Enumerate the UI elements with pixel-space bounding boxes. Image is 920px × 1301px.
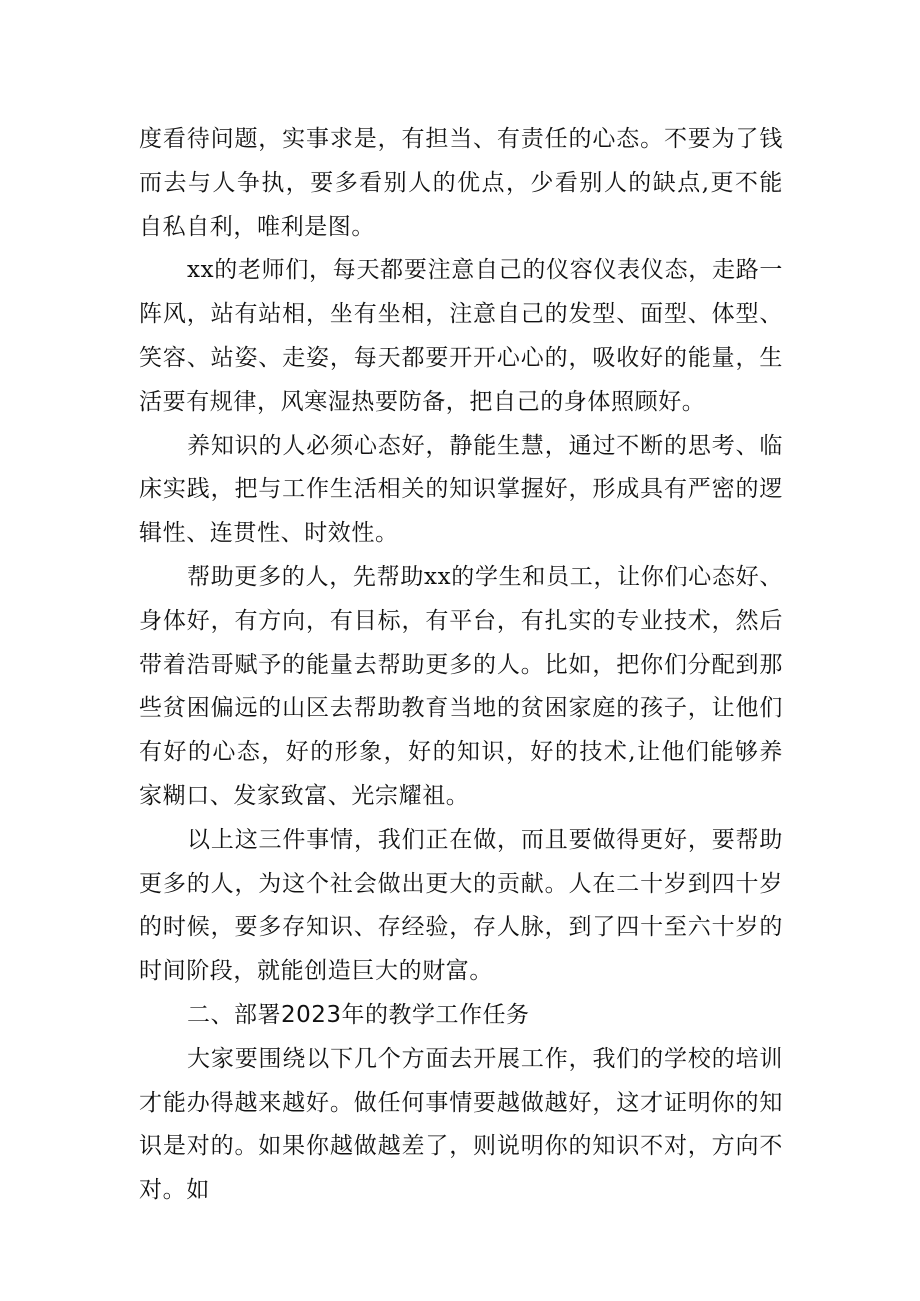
paragraph-help-others: 帮助更多的人，先帮助xx的学生和员工，让你们心态好、身体好，有方向，有目标，有平台，有扎实的专业技术，然后带着浩哥赋予的能量去帮助更多的人。比如，把你们分配到那些贫困偏远的山区去帮助教育当地的贫困家庭的孩子，让他们有好的心态，好的形象，好的知识，好的技术,让他们能够养家糊口、发家致富、光宗耀祖。 [139, 563, 783, 809]
paragraph-knowledge: 养知识的人必须心态好，静能生慧，通过不断的思考、临床实践，把与工作生活相关的知识掌握好，形成具有严密的逻辑性、连贯性、时效性。 [139, 432, 783, 547]
section-heading: 二、部署2023年的教学工作任务 [187, 1001, 530, 1028]
paragraph-three-things: 以上这三件事情，我们正在做，而且要做得更好，要帮助更多的人，为这个社会做出更大的贡献。人在二十岁到四十岁的时候，要多存知识、存经验，存人脉，到了四十至六十岁的时间阶段，就能创造巨大的财富。 [139, 826, 783, 985]
document-body [139, 118, 783, 1213]
paragraph-work-directions: 大家要围绕以下几个方面去开展工作，我们的学校的培训才能办得越来越好。做任何事情要越做越好，这才证明你的知识是对的。如果你越做越差了，则说明你的知识不对，方向不对。如 [139, 1045, 783, 1204]
paragraph-continued: 度看待问题，实事求是，有担当、有责任的心态。不要为了钱而去与人争执，要多看别人的优点，少看别人的缺点,更不能自私自利，唯利是图。 [139, 126, 783, 240]
paragraph-teachers-appearance: xx的老师们，每天都要注意自己的仪容仪表仪态，走路一阵风，站有站相，坐有坐相，注意自己的发型、面型、体型、笑容、站姿、走姿，每天都要开开心心的，吸收好的能量，生活要有规律，风寒湿热要防备，把自己的身体照顾好。 [139, 257, 783, 415]
